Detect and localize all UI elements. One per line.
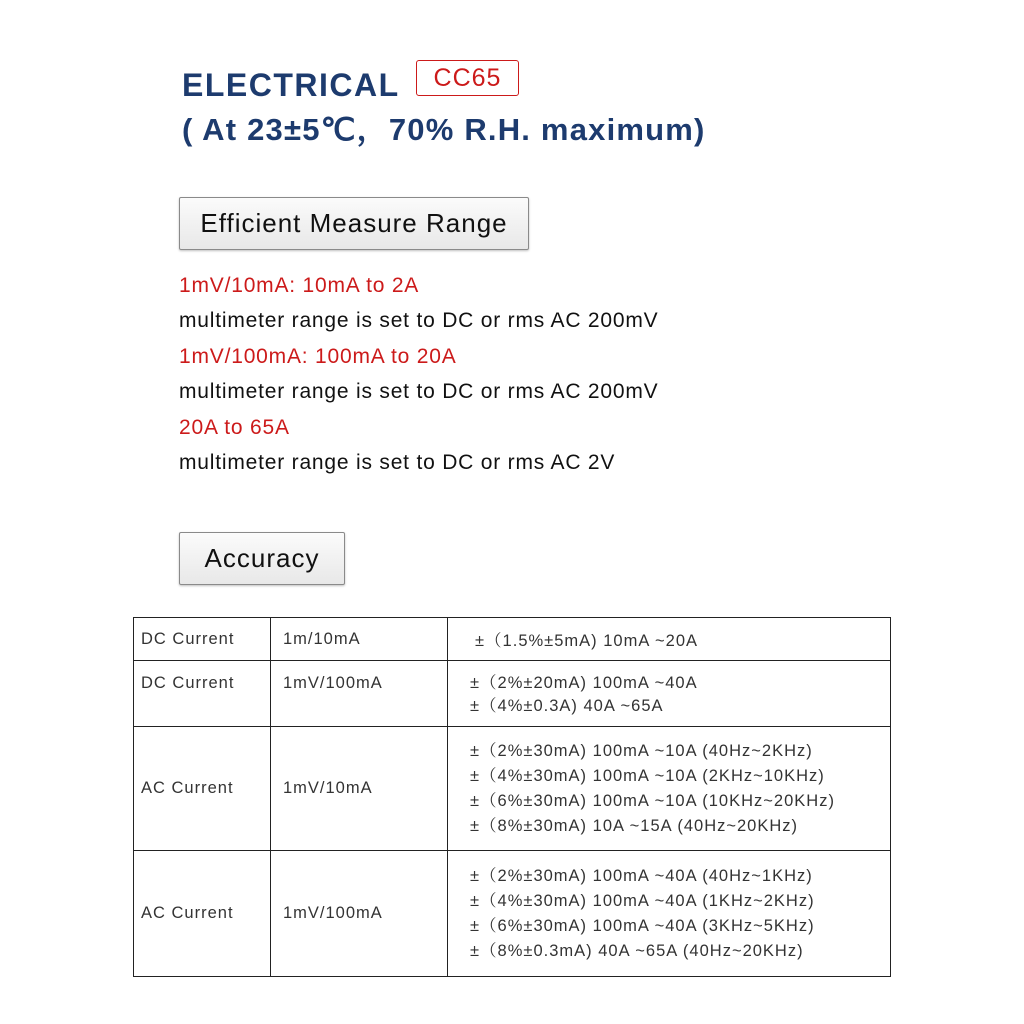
accuracy-spec-line: ±（1.5%±5mA) 10mA ~20A bbox=[475, 632, 698, 650]
model-badge bbox=[416, 60, 519, 96]
measure-range-heading bbox=[179, 197, 529, 250]
measure-range-list bbox=[179, 268, 658, 480]
current-type-cell: AC Current bbox=[134, 851, 271, 977]
accuracy-spec-line: ±（4%±30mA) 100mA ~10A (2KHz~10KHz) bbox=[470, 766, 825, 785]
table-row bbox=[134, 661, 891, 727]
accuracy-spec-cell bbox=[448, 661, 891, 727]
range-item: 1mV/10mA: 10mA to 2A bbox=[179, 274, 420, 297]
range-item: 20A to 65A bbox=[179, 415, 290, 439]
model-badge-label: CC65 bbox=[433, 63, 502, 92]
range-note: multimeter range is set to DC or rms AC 200mV bbox=[179, 309, 659, 333]
accuracy-spec-line: ±（6%±30mA) 100mA ~10A (10KHz~20KHz) bbox=[470, 791, 835, 810]
accuracy-spec-line: ±（4%±30mA) 100mA ~40A (1KHz~2KHz) bbox=[470, 891, 815, 910]
accuracy-spec-cell bbox=[448, 727, 891, 851]
range-item: 1mV/100mA: 100mA to 20A bbox=[179, 344, 457, 368]
accuracy-spec-line: ±（6%±30mA) 100mA ~40A (3KHz~5KHz) bbox=[470, 916, 815, 935]
accuracy-table bbox=[133, 617, 891, 977]
accuracy-heading-label: Accuracy bbox=[204, 543, 320, 573]
ratio-cell: 1mV/100mA bbox=[271, 661, 448, 727]
range-note: multimeter range is set to DC or rms AC 2V bbox=[179, 451, 616, 475]
current-type-cell: AC Current bbox=[134, 727, 271, 851]
test-conditions: ( At 23±5℃，70% R.H. maximum) bbox=[182, 112, 706, 147]
current-type-cell: DC Current bbox=[134, 618, 271, 661]
ratio-cell: 1m/10mA bbox=[271, 618, 448, 661]
accuracy-spec-cell bbox=[448, 851, 891, 977]
accuracy-spec-cell bbox=[448, 618, 891, 661]
accuracy-spec-line: ±（2%±30mA) 100mA ~40A (40Hz~1KHz) bbox=[470, 866, 813, 885]
current-type-cell: DC Current bbox=[134, 661, 271, 727]
ratio-cell: 1mV/10mA bbox=[271, 727, 448, 851]
ratio-cell: 1mV/100mA bbox=[271, 851, 448, 977]
table-row bbox=[134, 618, 891, 661]
accuracy-spec-line: ±（8%±30mA) 10A ~15A (40Hz~20KHz) bbox=[470, 816, 799, 835]
accuracy-spec-line: ±（2%±20mA) 100mA ~40A bbox=[470, 674, 698, 692]
section-title: ELECTRICAL bbox=[182, 67, 400, 103]
accuracy-spec-line: ±（8%±0.3mA) 40A ~65A (40Hz~20KHz) bbox=[470, 941, 804, 960]
accuracy-heading bbox=[179, 532, 345, 585]
accuracy-spec-line: ±（2%±30mA) 100mA ~10A (40Hz~2KHz) bbox=[470, 741, 813, 760]
table-row bbox=[134, 851, 891, 977]
table-row bbox=[134, 727, 891, 851]
accuracy-spec-line: ±（4%±0.3A) 40A ~65A bbox=[470, 697, 664, 715]
measure-range-heading-label: Efficient Measure Range bbox=[200, 208, 508, 238]
range-note: multimeter range is set to DC or rms AC 200mV bbox=[179, 380, 659, 404]
